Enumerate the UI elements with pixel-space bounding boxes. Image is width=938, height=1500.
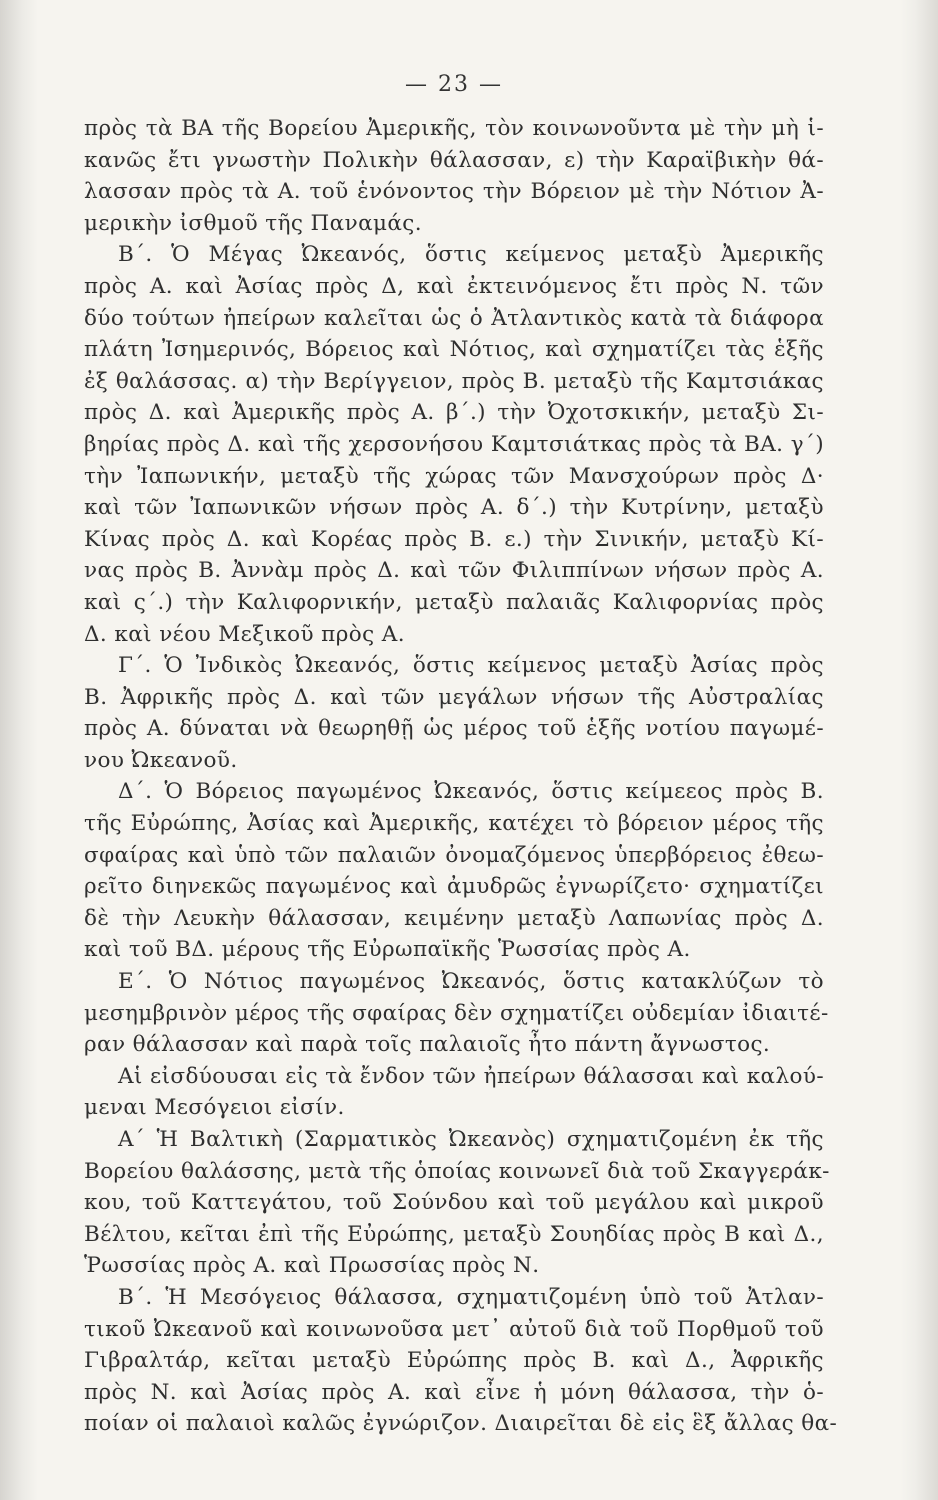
text-line: Ῥωσσίας πρὸς Α. καὶ Πρωσσίας πρὸς Ν. [84,1253,540,1279]
text-line: δὲ τὴν Λευκὴν θάλασσαν, κειμένην μεταξὺ Λαπωνίας πρὸς Δ. [84,905,824,931]
text-line: τικοῦ Ὠκεανοῦ καὶ κοινωνοῦσα μετ᾽ αὐτοῦ διὰ τοῦ Πορθμοῦ τοῦ [84,1316,824,1342]
text-line: ἐξ θαλάσσας. α) τὴν Βερίγγειον, πρὸς Β. μεταξὺ τῆς Καμτσιάκας [84,368,824,394]
scan-left-edge [0,0,38,1500]
text-line: ποίαν οἱ παλαιοὶ καλῶς ἐγνώριζον. Διαιρεῖται δὲ εἰς ἓξ ἄλλας θα- [84,1411,838,1437]
text-line: κου, τοῦ Καττεγάτου, τοῦ Σούνδου καὶ τοῦ μεγάλου καὶ μικροῦ [84,1190,824,1216]
text-line: Βέλτου, κεῖται ἐπὶ τῆς Εὐρώπης, μεταξὺ Σουηδίας πρὸς Β καὶ Δ., [84,1221,824,1247]
text-line: πρὸς Α. καὶ Ἀσίας πρὸς Δ, καὶ ἐκτεινόμενος ἔτι πρὸς Ν. τῶν [84,273,824,299]
text-line: λασσαν πρὸς τὰ Α. τοῦ ἑνόνοντος τὴν Βόρειον μὲ τὴν Νότιον Ἀ- [84,179,824,205]
text-line: σφαίρας καὶ ὑπὸ τῶν παλαιῶν ὀνομαζόμενος ὑπερβόρειος ἐθεω- [84,842,824,868]
text-line: Αἱ εἰσδύουσαι εἰς τὰ ἔνδον τῶν ἠπείρων θάλασσαι καὶ καλού- [118,1063,824,1089]
text-line: Γιβραλτάρ, κεῖται μεταξὺ Εὐρώπης πρὸς Β. καὶ Δ., Ἀφρικῆς [84,1348,824,1374]
text-line: μερικὴν ἰσθμοῦ τῆς Παναμάς. [84,210,422,236]
text-line: Κίνας πρὸς Δ. καὶ Κορέας πρὸς Β. ε.) τὴν Σινικήν, μεταξὺ Κί- [84,526,824,552]
page-number: — 23 — [405,72,503,97]
text-line: ραν θάλασσαν καὶ παρὰ τοῖς παλαιοῖς ἦτο πάντη ἄγνωστος. [84,1032,771,1058]
text-line: βηρίας πρὸς Δ. καὶ τῆς χερσονήσου Καμτσιάτκας πρὸς τὰ ΒΑ. γ΄) [84,431,824,457]
text-line: νου Ὠκεανοῦ. [84,747,238,773]
text-line: καὶ τοῦ ΒΔ. μέρους τῆς Εὐρωπαϊκῆς Ῥωσσίας πρὸς Α. [84,937,691,963]
text-line: τὴν Ἰαπωνικήν, μεταξὺ τῆς χώρας τῶν Μανσχούρων πρὸς Δ· [84,463,824,489]
scan-right-edge [900,0,938,1500]
book-page [84,72,838,1440]
text-line: κανῶς ἔτι γνωστὴν Πολικὴν θάλασσαν, ε) τὴν Καραϊβικὴν θά- [84,147,824,173]
text-body [84,113,838,1440]
text-line: Β΄. Ὁ Μέγας Ὠκεανός, ὅστις κείμενος μεταξὺ Ἀμερικῆς [118,242,824,268]
text-line: πρὸς τὰ ΒΑ τῆς Βορείου Ἀμερικῆς, τὸν κοινωνοῦντα μὲ τὴν μὴ ἱ- [84,116,824,141]
text-line: Δ΄. Ὁ Βόρειος παγωμένος Ὠκεανός, ὅστις κείμεεος πρὸς Β. [118,779,824,805]
text-line: μεσημβρινὸν μέρος τῆς σφαίρας δὲν σχηματίζει οὐδεμίαν ἰδιαιτέ- [84,1000,829,1026]
text-line: Βορείου θαλάσσης, μετὰ τῆς ὁποίας κοινωνεῖ διὰ τοῦ Σκαγγεράκ- [84,1158,830,1184]
text-line: Β. Ἀφρικῆς πρὸς Δ. καὶ τῶν μεγάλων νήσων τῆς Αὐστραλίας [84,684,824,710]
text-line: Β΄. Ἡ Μεσόγειος θάλασσα, σχηματιζομένη ὑπὸ τοῦ Ἀτλαν- [118,1284,824,1310]
text-line: νας πρὸς Β. Ἀννὰμ πρὸς Δ. καὶ τῶν Φιλιππίνων νήσων πρὸς Α. [84,558,824,584]
text-line: Α΄ Ἡ Βαλτικὴ (Σαρματικὸς Ὠκεανὸς) σχηματιζομένη ἐκ τῆς [118,1127,824,1152]
text-line: Δ. καὶ νέου Μεξικοῦ πρὸς Α. [84,621,405,647]
text-line: Γ΄. Ὁ Ἰνδικὸς Ὠκεανός, ὅστις κείμενος μεταξὺ Ἀσίας πρὸς [118,653,824,679]
text-line: ρεῖτο διηνεκῶς παγωμένος καὶ ἀμυδρῶς ἐγνωρίζετο· σχηματίζει [84,874,824,900]
text-line: πλάτη Ἰσημερινός, Βόρειος καὶ Νότιος, καὶ σχηματίζει τὰς ἑξῆς [84,337,824,363]
text-line: μεναι Μεσόγειοι εἰσίν. [84,1095,345,1121]
text-line: πρὸς Ν. καὶ Ἀσίας πρὸς Α. καὶ εἶνε ἡ μόνη θάλασσα, τὴν ὁ- [84,1379,824,1405]
text-line: πρὸς Α. δύναται νὰ θεωρηθῇ ὡς μέρος τοῦ ἑξῆς νοτίου παγωμέ- [84,716,824,742]
text-line: τῆς Εὐρώπης, Ἀσίας καὶ Ἀμερικῆς, κατέχει τὸ βόρειον μέρος τῆς [84,811,824,837]
text-line: καὶ ς΄.) τὴν Καλιφορνικήν, μεταξὺ παλαιᾶς Καλιφορνίας πρὸς [84,589,824,615]
text-line: καὶ τῶν Ἰαπωνικῶν νήσων πρὸς Α. δ΄.) τὴν Κυτρίνην, μεταξὺ [84,495,824,521]
text-line: Ε΄. Ὁ Νότιος παγωμένος Ὠκεανός, ὅστις κατακλύζων τὸ [118,969,824,995]
text-line: πρὸς Δ. καὶ Ἀμερικῆς πρὸς Α. β΄.) τὴν Ὀχοτσκικήν, μεταξὺ Σι- [84,400,824,426]
text-line: δύο τούτων ἠπείρων καλεῖται ὡς ὁ Ἀτλαντικὸς κατὰ τὰ διάφορα [84,305,824,331]
